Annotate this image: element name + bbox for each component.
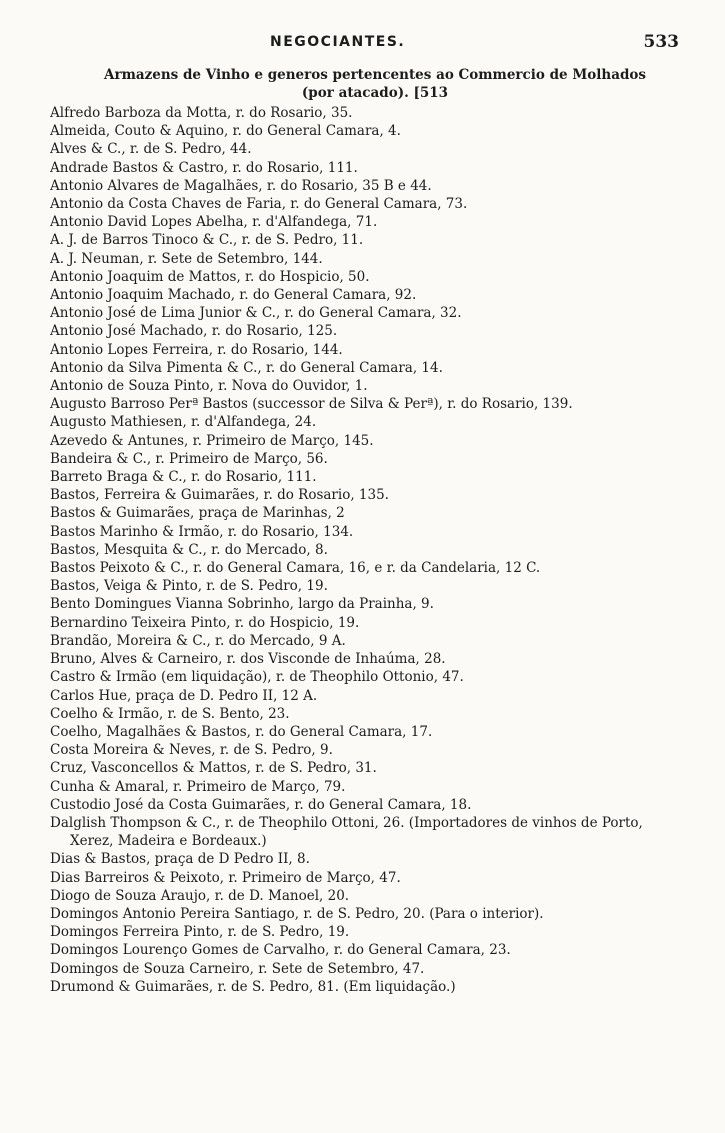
list-item: Andrade Bastos & Castro, r. do Rosario, 111. bbox=[50, 159, 358, 176]
list-item: Bastos Marinho & Irmão, r. do Rosario, 134. bbox=[50, 523, 354, 540]
list-item: Dias & Bastos, praça de D Pedro II, 8. bbox=[50, 851, 310, 868]
section-heading bbox=[60, 66, 690, 102]
list-item: Custodio José da Costa Guimarães, r. do General Camara, 18. bbox=[50, 796, 472, 813]
list-item: Bastos Peixoto & C., r. do General Camara, 16, e r. da Candelaria, 12 C. bbox=[50, 560, 541, 577]
list-item: Antonio da Silva Pimenta & C., r. do General Camara, 14. bbox=[50, 359, 443, 376]
list-item: Almeida, Couto & Aquino, r. do General Camara, 4. bbox=[50, 123, 401, 140]
list-item: Dalglish Thompson & C., r. de Theophilo Ottoni, 26. (Importadores de vinhos de Porto, Xerez, Madeira e Bordeaux.) bbox=[50, 814, 643, 850]
list-item: Bastos, Ferreira & Guimarães, r. do Rosario, 135. bbox=[50, 487, 389, 504]
list-item: Carlos Hue, praça de D. Pedro II, 12 A. bbox=[50, 687, 318, 704]
list-item: Antonio José de Lima Junior & C., r. do General Camara, 32. bbox=[50, 305, 462, 322]
list-item: Antonio Joaquim de Mattos, r. do Hospicio, 50. bbox=[50, 268, 370, 285]
list-item: Augusto Barroso Perª Bastos (successor de Silva & Perª), r. do Rosario, 139. bbox=[50, 396, 573, 413]
section-heading-line-2: (por atacado). [513 bbox=[301, 85, 449, 101]
list-item: Bandeira & C., r. Primeiro de Março, 56. bbox=[50, 450, 328, 467]
list-item: Brandão, Moreira & C., r. do Mercado, 9 A. bbox=[50, 632, 346, 649]
running-title: NEGOCIANTES. bbox=[270, 34, 406, 50]
list-item: Domingos Ferreira Pinto, r. de S. Pedro, 19. bbox=[50, 924, 350, 941]
running-head bbox=[0, 34, 725, 54]
list-item: A. J. de Barros Tinoco & C., r. de S. Pedro, 11. bbox=[50, 232, 364, 249]
list-item: Augusto Mathiesen, r. d'Alfandega, 24. bbox=[50, 414, 317, 431]
list-item: Domingos de Souza Carneiro, r. Sete de Setembro, 47. bbox=[50, 960, 425, 977]
list-item: Castro & Irmão (em liquidação), r. de Theophilo Ottonio, 47. bbox=[50, 669, 464, 686]
list-item: Bastos, Veiga & Pinto, r. de S. Pedro, 19. bbox=[50, 578, 328, 595]
list-item: Bernardino Teixeira Pinto, r. do Hospicio, 19. bbox=[50, 614, 360, 631]
list-item: Antonio da Costa Chaves de Faria, r. do General Camara, 73. bbox=[50, 196, 468, 213]
list-item: Costa Moreira & Neves, r. de S. Pedro, 9. bbox=[50, 742, 333, 759]
list-item: Antonio José Machado, r. do Rosario, 125. bbox=[50, 323, 338, 340]
list-item: Domingos Antonio Pereira Santiago, r. de S. Pedro, 20. (Para o interior). bbox=[50, 905, 544, 922]
list-item: Bruno, Alves & Carneiro, r. dos Visconde de Inhaúma, 28. bbox=[50, 651, 446, 668]
list-item: Alves & C., r. de S. Pedro, 44. bbox=[50, 141, 252, 158]
list-item: Diogo de Souza Araujo, r. de D. Manoel, 20. bbox=[50, 887, 350, 904]
list-item: Azevedo & Antunes, r. Primeiro de Março, 145. bbox=[50, 432, 374, 449]
list-item: Coelho & Irmão, r. de S. Bento, 23. bbox=[50, 705, 290, 722]
list-item: Barreto Braga & C., r. do Rosario, 111. bbox=[50, 469, 317, 486]
list-item: Bastos & Guimarães, praça de Marinhas, 2 bbox=[50, 505, 345, 522]
list-item: Antonio David Lopes Abelha, r. d'Alfandega, 71. bbox=[50, 214, 378, 231]
list-item: Antonio Joaquim Machado, r. do General Camara, 92. bbox=[50, 287, 417, 304]
list-item: Drumond & Guimarães, r. de S. Pedro, 81. (Em liquidação.) bbox=[50, 978, 456, 995]
list-item: Domingos Lourenço Gomes de Carvalho, r. do General Camara, 23. bbox=[50, 942, 511, 959]
list-item: Cunha & Amaral, r. Primeiro de Março, 79. bbox=[50, 778, 346, 795]
list-item: Bastos, Mesquita & C., r. do Mercado, 8. bbox=[50, 541, 328, 558]
list-item: A. J. Neuman, r. Sete de Setembro, 144. bbox=[50, 250, 323, 267]
list-item: Antonio Alvares de Magalhães, r. do Rosario, 35 B e 44. bbox=[50, 177, 432, 194]
list-item: Alfredo Barboza da Motta, r. do Rosario, 35. bbox=[50, 105, 353, 121]
list-item: Coelho, Magalhães & Bastos, r. do General Camara, 17. bbox=[50, 723, 433, 740]
page-number: 533 bbox=[643, 32, 679, 52]
list-item: Bento Domingues Vianna Sobrinho, largo da Prainha, 9. bbox=[50, 596, 434, 613]
section-heading-line-1: Armazens de Vinho e generos pertencentes ao Commercio de Molhados bbox=[103, 67, 647, 83]
list-item: Dias Barreiros & Peixoto, r. Primeiro de Março, 47. bbox=[50, 869, 401, 886]
merchant-list bbox=[50, 104, 680, 996]
list-item: Antonio Lopes Ferreira, r. do Rosario, 144. bbox=[50, 341, 343, 358]
list-item: Antonio de Souza Pinto, r. Nova do Ouvidor, 1. bbox=[50, 378, 368, 395]
list-item: Cruz, Vasconcellos & Mattos, r. de S. Pedro, 31. bbox=[50, 760, 377, 777]
